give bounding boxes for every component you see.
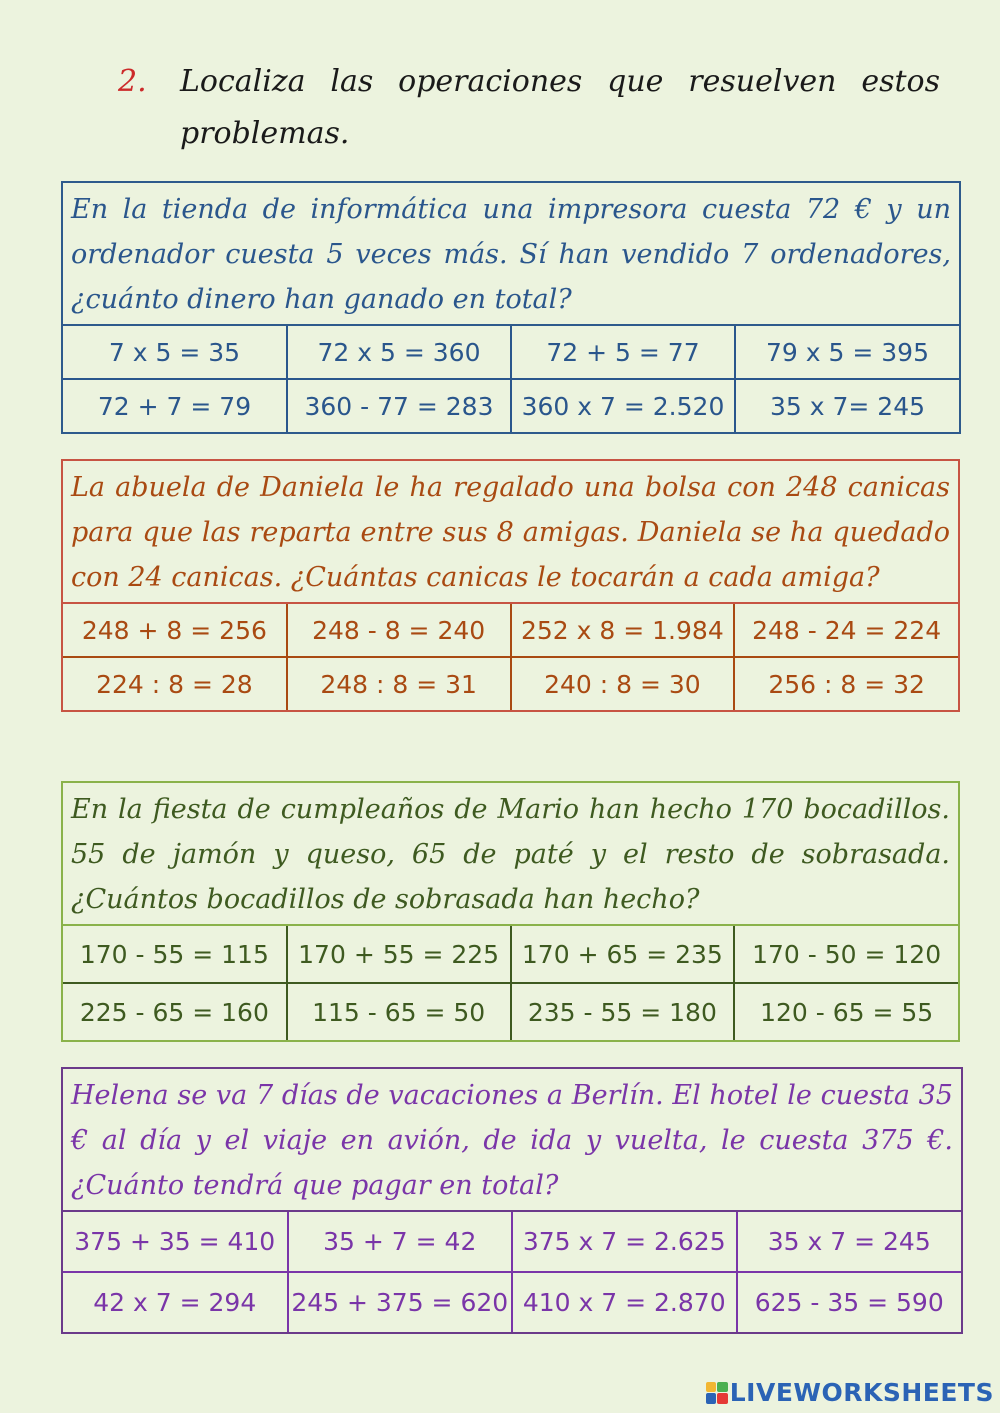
problem-4 <box>61 1067 963 1334</box>
operation-option[interactable]: 7 x 5 = 35 <box>63 326 287 379</box>
operation-option[interactable]: 360 - 77 = 283 <box>287 379 511 432</box>
operation-option[interactable]: 256 : 8 = 32 <box>734 657 958 710</box>
operation-option[interactable]: 42 x 7 = 294 <box>63 1272 288 1332</box>
problem-4-statement: Helena se va 7 días de vacaciones a Berlín. El hotel le cuesta 35 € al día y el viaje en avión, de ida y vuelta, le cuesta 375 €. ¿Cuánto tendrá que pagar en total? <box>63 1069 961 1212</box>
problem-4-operations <box>63 1212 961 1332</box>
operations-row <box>63 926 958 983</box>
operation-option[interactable]: 72 + 7 = 79 <box>63 379 287 432</box>
operation-option[interactable]: 240 : 8 = 30 <box>511 657 735 710</box>
operation-option[interactable]: 120 - 65 = 55 <box>734 983 958 1040</box>
operations-row <box>63 1212 961 1272</box>
problem-3-statement: En la fiesta de cumpleaños de Mario han hecho 170 bocadillos. 55 de jamón y queso, 65 de paté y el resto de sobrasada. ¿Cuántos bocadillos de sobrasada han hecho? <box>63 783 958 926</box>
brand-name: LIVEWORKSHEETS <box>729 1378 994 1407</box>
operation-option[interactable]: 72 + 5 = 77 <box>511 326 735 379</box>
operations-row <box>63 326 959 379</box>
operations-row <box>63 379 959 432</box>
problem-2-operations <box>63 604 958 710</box>
operation-option[interactable]: 360 x 7 = 2.520 <box>511 379 735 432</box>
operation-option[interactable]: 248 + 8 = 256 <box>63 604 287 657</box>
operation-option[interactable]: 115 - 65 = 50 <box>287 983 511 1040</box>
problem-3-operations <box>63 926 958 1040</box>
exercise-instruction: Localiza las operaciones que resuelven estos problemas. <box>180 64 940 151</box>
problem-1-operations <box>63 326 959 432</box>
operation-option[interactable]: 79 x 5 = 395 <box>735 326 959 379</box>
operation-option[interactable]: 225 - 65 = 160 <box>63 983 287 1040</box>
operations-row <box>63 604 958 657</box>
liveworksheets-logo-icon <box>706 1382 728 1404</box>
operation-option[interactable]: 35 x 7= 245 <box>735 379 959 432</box>
operation-option[interactable]: 170 + 65 = 235 <box>511 926 735 983</box>
operation-option[interactable]: 35 + 7 = 42 <box>288 1212 513 1272</box>
operation-option[interactable]: 375 + 35 = 410 <box>63 1212 288 1272</box>
problem-1 <box>61 181 961 434</box>
exercise-heading <box>118 56 940 160</box>
operation-option[interactable]: 170 - 55 = 115 <box>63 926 287 983</box>
operation-option[interactable]: 410 x 7 = 2.870 <box>512 1272 737 1332</box>
problem-2 <box>61 459 960 712</box>
operation-option[interactable]: 375 x 7 = 2.625 <box>512 1212 737 1272</box>
operation-option[interactable]: 248 - 24 = 224 <box>734 604 958 657</box>
operation-option[interactable]: 248 : 8 = 31 <box>287 657 511 710</box>
exercise-number: 2. <box>118 64 147 99</box>
problem-2-statement: La abuela de Daniela le ha regalado una bolsa con 248 canicas para que las reparta entre sus 8 amigas. Daniela se ha quedado con 24 canicas. ¿Cuántas canicas le tocarán a cada amiga? <box>63 461 958 604</box>
operation-option[interactable]: 625 - 35 = 590 <box>737 1272 962 1332</box>
operation-option[interactable]: 35 x 7 = 245 <box>737 1212 962 1272</box>
operation-option[interactable]: 245 + 375 = 620 <box>288 1272 513 1332</box>
operation-option[interactable]: 170 + 55 = 225 <box>287 926 511 983</box>
liveworksheets-brand[interactable] <box>706 1378 994 1407</box>
operation-option[interactable]: 235 - 55 = 180 <box>511 983 735 1040</box>
operation-option[interactable]: 72 x 5 = 360 <box>287 326 511 379</box>
problem-3 <box>61 781 960 1042</box>
operation-option[interactable]: 252 x 8 = 1.984 <box>511 604 735 657</box>
operation-option[interactable]: 224 : 8 = 28 <box>63 657 287 710</box>
operation-option[interactable]: 248 - 8 = 240 <box>287 604 511 657</box>
operation-option[interactable]: 170 - 50 = 120 <box>734 926 958 983</box>
problem-1-statement: En la tienda de informática una impresora cuesta 72 € y un ordenador cuesta 5 veces más. Sí han vendido 7 ordenadores, ¿cuánto dinero han ganado en total? <box>63 183 959 326</box>
operations-row <box>63 1272 961 1332</box>
operations-row <box>63 657 958 710</box>
operations-row <box>63 983 958 1040</box>
